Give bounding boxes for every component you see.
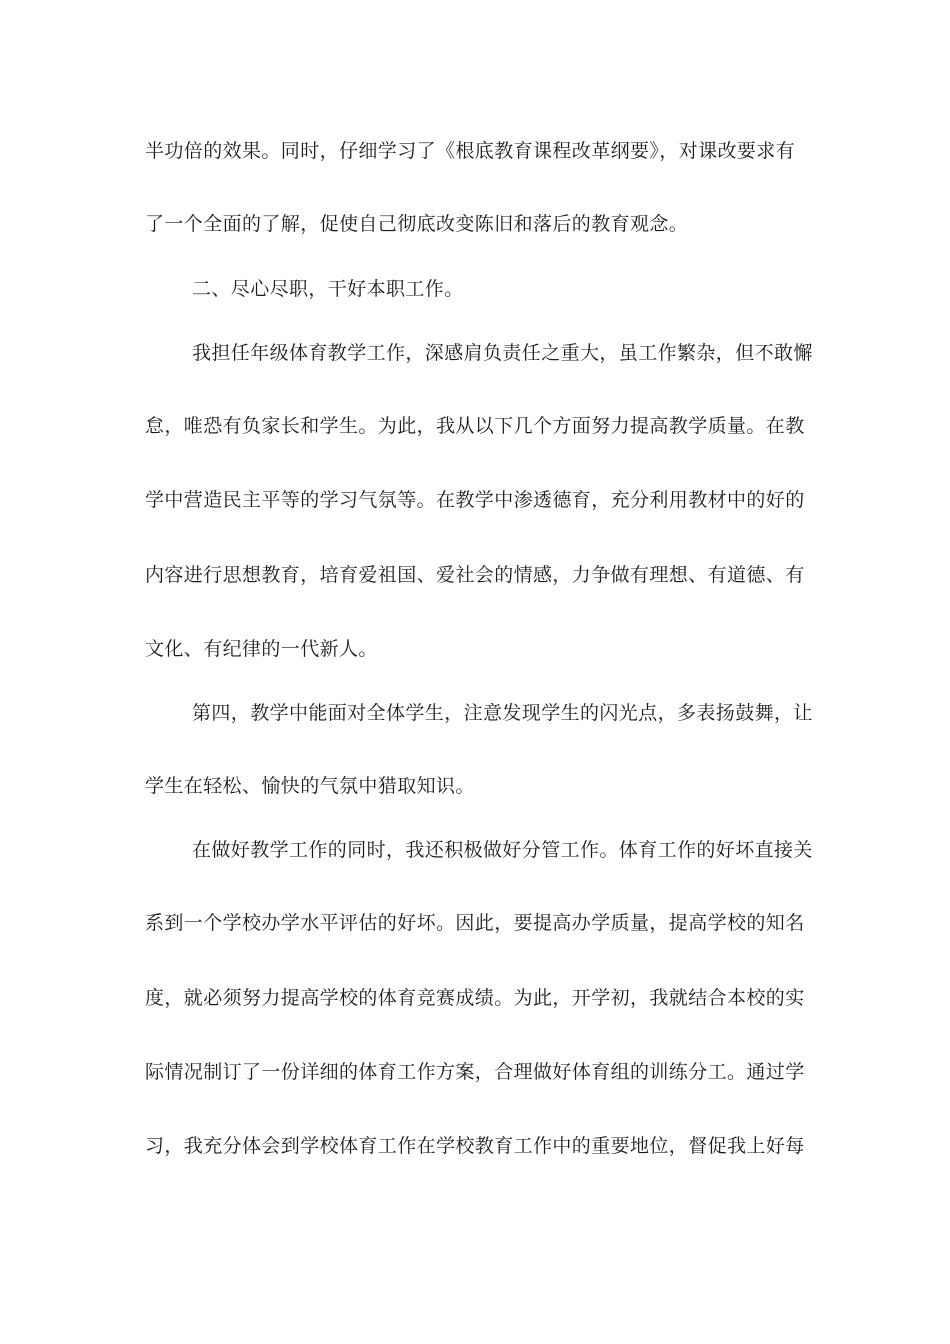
text-line: 文化、有纪律的一代新人。 [145, 638, 378, 660]
text-line: 际情况制订了一份详细的体育工作方案，合理做好体育组的训练分工。通过学 [145, 1061, 805, 1083]
text-line: 半功倍的效果。同时，仔细学习了《根底教育课程改革纲要》，对课改要求有 [145, 140, 796, 162]
text-line: 怠，唯恐有负家长和学生。为此，我从以下几个方面努力提高教学质量。在教 [145, 415, 805, 437]
text-line: 在做好教学工作的同时，我还积极做好分管工作。体育工作的好坏直接关 [192, 839, 813, 861]
section-heading: 二、尽心尽职，干好本职工作。 [192, 278, 464, 300]
text-line: 习，我充分体会到学校体育工作在学校教育工作中的重要地位，督促我上好每 [145, 1135, 805, 1157]
text-line: 系到一个学校办学水平评估的好坏。因此，要提高办学质量，提高学校的知名 [145, 912, 805, 934]
text-line: 度，就必须努力提高学校的体育竞赛成绩。为此，开学初，我就结合本校的实 [145, 987, 805, 1009]
text-line: 第四，教学中能面对全体学生，注意发现学生的闪光点，多表扬鼓舞，让 [192, 702, 813, 724]
text-line: 学中营造民主平等的学习气氛等。在教学中渗透德育，充分利用教材中的好的 [145, 489, 805, 511]
text-line: 学生在轻松、愉快的气氛中猎取知识。 [145, 775, 475, 797]
text-line: 了一个全面的了解，促使自己彻底改变陈旧和落后的教育观念。 [145, 213, 689, 235]
text-line: 我担任年级体育教学工作，深感肩负责任之重大，虽工作繁杂，但不敢懈 [192, 342, 813, 364]
text-line: 内容进行思想教育，培育爱祖国、爱社会的情感，力争做有理想、有道德、有 [145, 564, 805, 586]
